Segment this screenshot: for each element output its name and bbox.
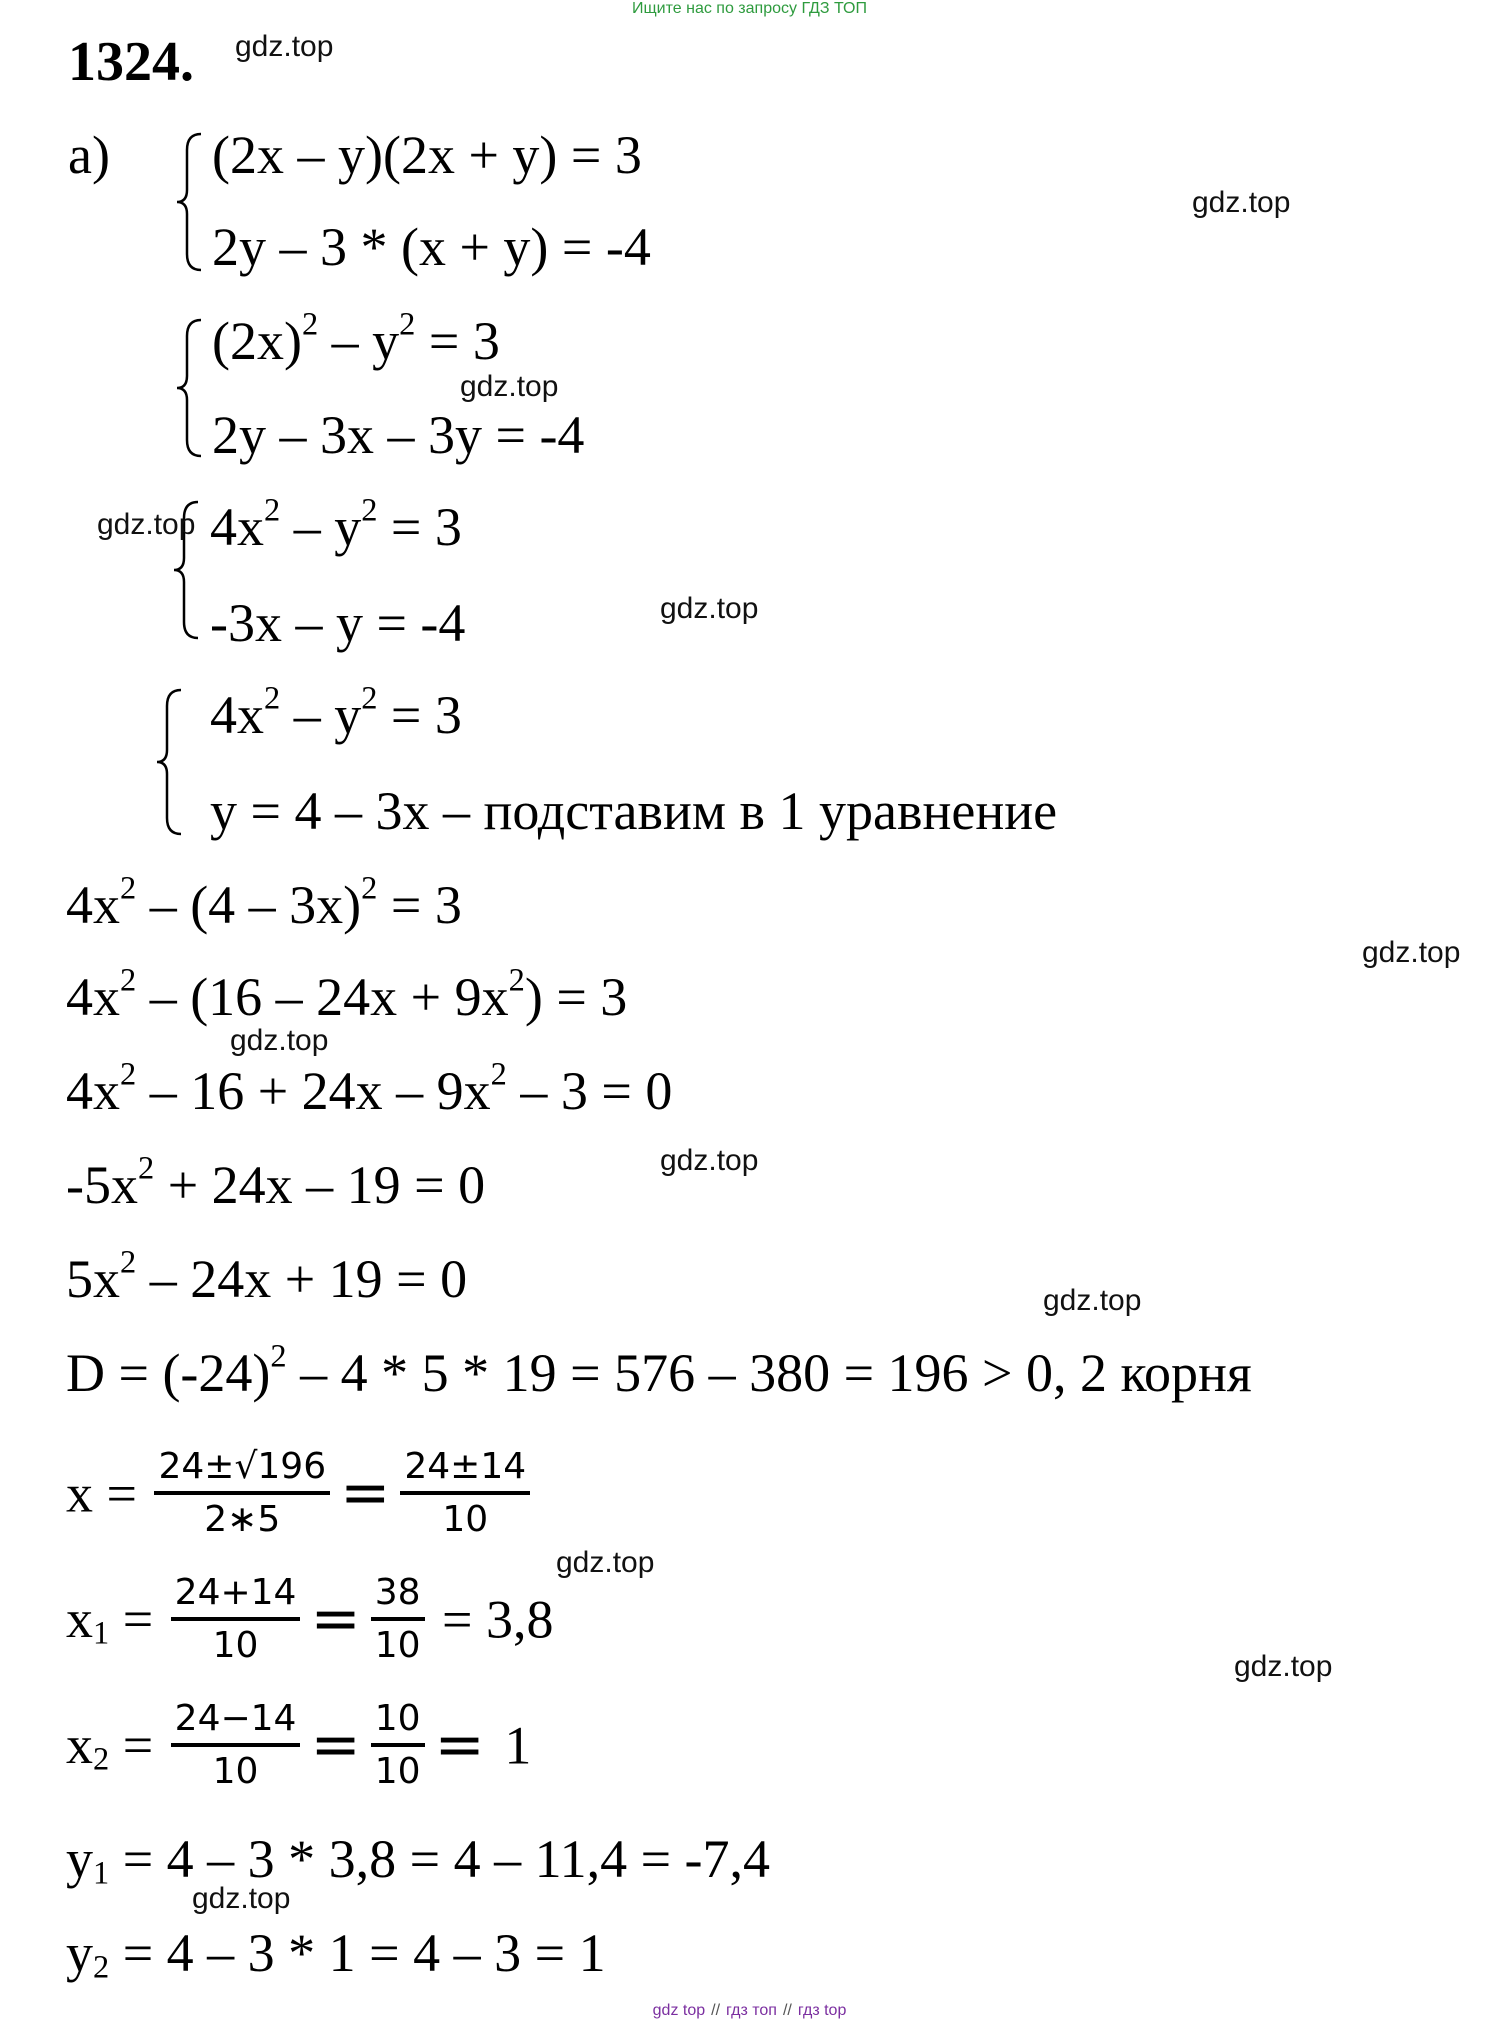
x-fraction-2: $\frac{24\pm 14}{10}$ <box>400 1446 530 1541</box>
watermark: gdz.top <box>192 1882 291 1915</box>
system4-eq1: $4x^2 - y^2 = 3$ <box>210 680 462 745</box>
footer-separator: // <box>782 2002 792 2019</box>
x2-formula: $x_2$ = $\frac{24-14}{10}$ = $\frac{10}{10}$ = 1 <box>66 1698 532 1793</box>
y2-line: $y_2 = 4 - 3 * 1 = 4 - 3 = 1$ <box>66 1923 606 1986</box>
x2-fraction-1: $\frac{24-14}{10}$ <box>171 1698 301 1793</box>
discriminant-line: $D = (-24)^2 - 4 * 5 * 19 = 576 - 380 = 196 > 0$, 2 корня <box>66 1338 1252 1403</box>
watermark: gdz.top <box>235 30 334 63</box>
x-fraction-1: $\frac{24\pm√196}{2∗5}$ <box>154 1446 330 1541</box>
footer-separator: // <box>711 2002 721 2019</box>
watermark: gdz.top <box>660 592 759 625</box>
watermark: gdz.top <box>230 1024 329 1057</box>
system-brace-1 <box>175 132 205 272</box>
watermark: gdz.top <box>460 370 559 403</box>
system3-eq1: $4x^2 - y^2 = 3$ <box>210 492 462 557</box>
watermark: gdz.top <box>1362 936 1461 969</box>
step-2: $4x^2 - (16 - 24x + 9x^2) = 3$ <box>66 962 628 1027</box>
footer-link[interactable]: гдз top <box>797 2002 847 2019</box>
step-3: $4x^2 - 16 + 24x - 9x^2 - 3 = 0$ <box>66 1056 673 1121</box>
footer-links <box>0 2002 1499 2020</box>
x2-fraction-2: $\frac{10}{10}$ <box>371 1698 425 1793</box>
problem-number: 1324. <box>68 31 194 93</box>
x1-fraction-1: $\frac{24+14}{10}$ <box>171 1572 301 1667</box>
watermark: gdz.top <box>1192 186 1291 219</box>
system1-eq1: (2x – y)(2x + y) = 3 <box>212 125 642 185</box>
system4-eq2: y = 4 – 3x – подставим в 1 уравнение <box>210 781 1058 841</box>
x1-formula: $x_1$ = $\frac{24+14}{10}$ = $\frac{38}{10}$ = 3,8 <box>66 1572 554 1667</box>
watermark: gdz.top <box>556 1546 655 1579</box>
part-label: а) <box>68 125 110 185</box>
system3-eq2: -3x – y = -4 <box>210 593 466 653</box>
top-banner[interactable]: Ищите нас по запросу ГДЗ ТОП <box>632 0 867 17</box>
x-formula: x = $\frac{24\pm√196}{2∗5}$ = $\frac{24\pm 14}{10}$ <box>66 1446 534 1541</box>
system-brace-2 <box>175 318 205 458</box>
y1-line: $y_1 = 4 - 3 * 3,8 = 4 - 11,4 = -7,4$ <box>66 1829 771 1892</box>
footer-link[interactable]: gdz top <box>652 2002 706 2019</box>
footer-link[interactable]: гдз топ <box>726 2002 777 2019</box>
step-1: $4x^2 - (4 - 3x)^2 = 3$ <box>66 870 462 935</box>
watermark: gdz.top <box>1043 1284 1142 1317</box>
watermark: gdz.top <box>660 1144 759 1177</box>
step-4: $-5x^2 + 24x - 19 = 0$ <box>66 1150 486 1215</box>
x1-fraction-2: $\frac{38}{10}$ <box>371 1572 425 1667</box>
system-brace-4 <box>155 688 185 836</box>
system1-eq2: 2y – 3 * (x + y) = -4 <box>212 217 651 277</box>
system2-eq1: $(2x)^2 - y^2 = 3$ <box>212 306 500 371</box>
watermark: gdz.top <box>97 508 196 541</box>
system2-eq2: 2y – 3x – 3y = -4 <box>212 405 585 465</box>
watermark: gdz.top <box>1234 1650 1333 1683</box>
step-5: $5x^2 - 24x + 19 = 0$ <box>66 1244 468 1309</box>
